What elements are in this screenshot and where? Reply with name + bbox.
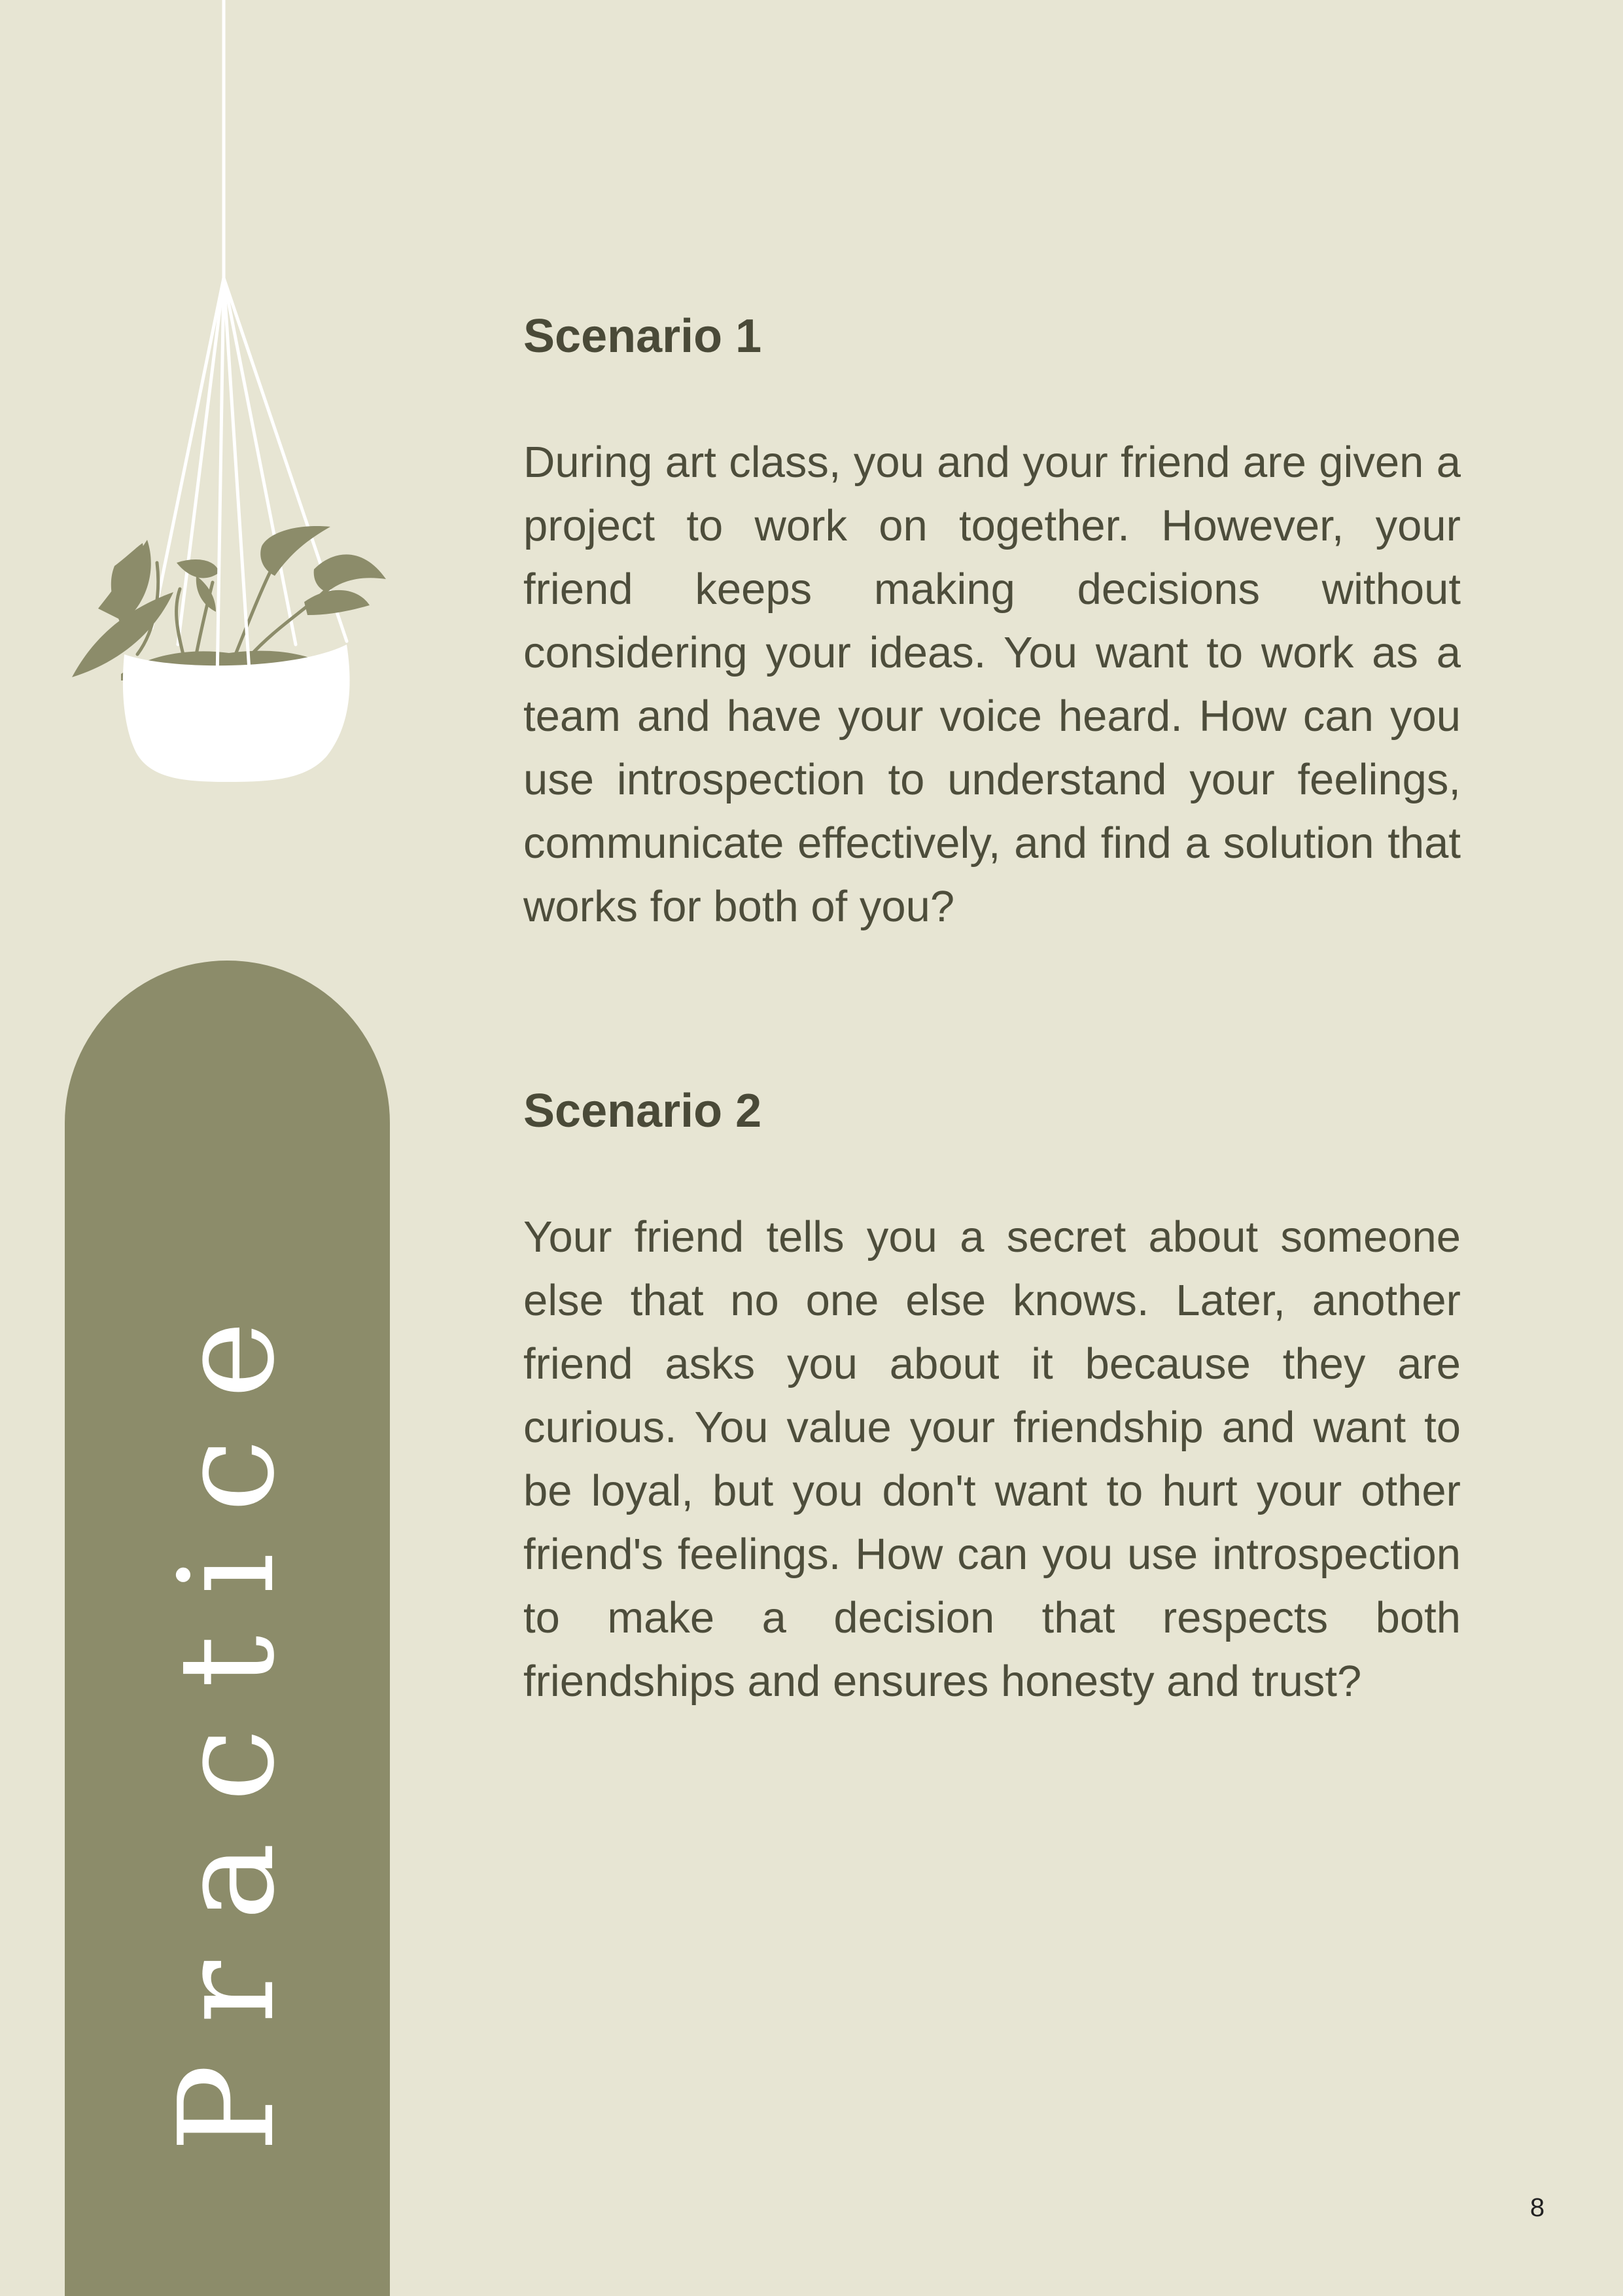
practice-label: Practice (150, 1280, 304, 2153)
scenario-1 (523, 301, 1461, 938)
practice-banner (65, 961, 390, 2296)
scenario-1-title: Scenario 1 (523, 310, 762, 362)
hanging-plant-icon (0, 0, 458, 818)
scenario-2-title: Scenario 2 (523, 1085, 762, 1137)
page-number: 8 (1529, 2193, 1545, 2222)
scenario-2-body: Your friend tells you a secret about someone else that no one else knows. Later, another friend asks you about it because they are curious. You value your friendship and want to be loyal, but you don't want to hurt your other friend's feelings. How can you use introspection to make a decision that respects both friendships and ensures honesty and trust? (523, 1212, 1461, 1706)
scenario-1-body: During art class, you and your friend are given a project to work on together. However, your friend keeps making decisions without considering your ideas. You want to work as a team and have your voice heard. How can you use introspection to understand your feelings, communicate effectively, and find a solution that works for both of you? (523, 438, 1461, 931)
scenarios-section (523, 301, 1461, 1713)
scenario-2 (523, 1076, 1461, 1713)
